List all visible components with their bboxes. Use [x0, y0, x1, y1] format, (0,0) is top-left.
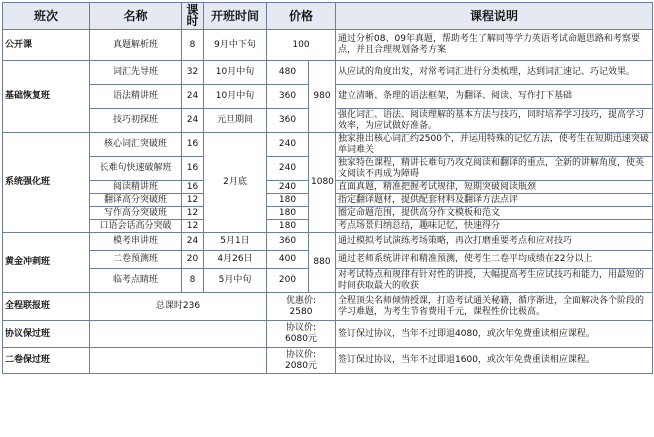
course-table [2, 2, 653, 374]
header-hours: 课时 [182, 3, 204, 30]
course-name: 翻译高分突破班 [90, 194, 182, 207]
header-category: 班次 [3, 3, 90, 30]
course-price: 400 [267, 251, 309, 269]
table-row [3, 30, 653, 61]
course-hours: 16 [182, 181, 204, 194]
course-start: 元旦期间 [204, 109, 267, 133]
course-name: 技巧初探班 [90, 109, 182, 133]
course-price: 100 [267, 30, 336, 61]
table-row [3, 133, 653, 157]
category-cell: 全程联报班 [3, 293, 90, 321]
course-name: 语法精讲班 [90, 85, 182, 109]
price-label: 协议价: [285, 323, 317, 333]
course-price: 200 [267, 269, 309, 293]
course-hours: 8 [182, 30, 204, 61]
table-row [3, 233, 653, 251]
table-row [3, 321, 653, 348]
course-hours: 32 [182, 61, 204, 85]
course-price: 180 [267, 220, 309, 233]
empty-cell [90, 348, 267, 374]
course-desc: 直面真题，精准把握考试规律，短期突破阅读瓶颈 [336, 181, 653, 194]
course-name: 模考串讲班 [90, 233, 182, 251]
course-price: 480 [267, 61, 309, 85]
group-total-price: 980 [309, 61, 336, 133]
price-value: 6080元 [285, 334, 317, 344]
course-start: 10月中旬 [204, 61, 267, 85]
course-desc: 独家推出核心词汇约2500个，并运用特殊的记忆方法，使考生在短期迅速突破单词难关 [336, 133, 653, 157]
course-price: 360 [267, 233, 309, 251]
header-start: 开班时间 [204, 3, 267, 30]
course-start: 5月中旬 [204, 269, 267, 293]
course-start: 10月中旬 [204, 85, 267, 109]
course-start: 9月中下旬 [204, 30, 267, 61]
agreement-price [267, 348, 336, 374]
course-price: 180 [267, 207, 309, 220]
course-desc: 强化词汇、语法、阅读理解的基本方法与技巧，同时培养学习技巧，提高学习效率，为应试做好准备。 [336, 109, 653, 133]
course-name: 核心词汇突破班 [90, 133, 182, 157]
course-hours: 8 [182, 269, 204, 293]
course-price: 360 [267, 85, 309, 109]
category-cell: 二卷保过班 [3, 348, 90, 374]
course-hours: 24 [182, 233, 204, 251]
course-hours: 24 [182, 85, 204, 109]
course-price: 240 [267, 157, 309, 181]
course-desc: 通过老师系统讲评和精准预测，使考生二卷平均成绩在22分以上 [336, 251, 653, 269]
price-label: 协议价: [285, 349, 317, 360]
course-hours: 24 [182, 109, 204, 133]
course-name: 长难句快速破解班 [90, 157, 182, 181]
course-name: 口语会话高分突破 [90, 220, 182, 233]
course-desc: 从应试的角度出发，对常考词汇进行分类梳理，达到词汇速记、巧记效果。 [336, 61, 653, 85]
category-cell: 系统强化班 [3, 133, 90, 233]
course-desc: 独家特色课程，精讲长难句乃攻克阅读和翻译的重点，全新的讲解角度，使英文阅读不再成为障碍 [336, 157, 653, 181]
table-row [3, 293, 653, 321]
group-start: 2月底 [204, 133, 267, 233]
empty-cell [90, 321, 267, 348]
total-hours: 总课时236 [90, 293, 267, 321]
course-desc: 签订保过协议，当年不过即退1600，或次年免费重读相应课程。 [336, 348, 653, 374]
header-price: 价格 [267, 3, 336, 30]
special-price [267, 293, 336, 321]
course-desc: 圈定命题范围，提供高分作文模板和范文 [336, 207, 653, 220]
table-row [3, 61, 653, 85]
course-name: 临考点睛班 [90, 269, 182, 293]
course-desc: 考点场景归纳总结，趣味记忆，快速得分 [336, 220, 653, 233]
header-row [3, 3, 653, 30]
course-hours: 16 [182, 133, 204, 157]
group-total-price: 1080 [309, 133, 336, 233]
course-price: 180 [267, 194, 309, 207]
price-value: 2080元 [285, 360, 317, 371]
category-cell: 协议保过班 [3, 321, 90, 348]
course-desc: 签订保过协议，当年不过即退4080，或次年免费重读相应课程。 [336, 321, 653, 348]
course-start: 4月26日 [204, 251, 267, 269]
course-hours: 20 [182, 251, 204, 269]
category-cell: 基础恢复班 [3, 61, 90, 133]
category-cell: 黄金冲刺班 [3, 233, 90, 293]
price-value: 2580 [289, 306, 313, 317]
header-desc: 课程说明 [336, 3, 653, 30]
course-desc: 对考试特点和规律有针对性的讲授，大幅提高考生应试技巧和能力，用最短的时间获取最大的收获 [336, 269, 653, 293]
course-desc: 通过分析08、09年真题，帮助考生了解同等学力英语考试命题思路和考察要点，并且合理规划备考方案 [336, 30, 653, 61]
agreement-price [267, 321, 336, 348]
course-name: 写作高分突破班 [90, 207, 182, 220]
course-price: 240 [267, 133, 309, 157]
course-desc: 建立清晰、条理的语法框架，为翻译、阅读、写作打下基础 [336, 85, 653, 109]
course-hours: 16 [182, 157, 204, 181]
course-start: 5月1日 [204, 233, 267, 251]
category-cell: 公开课 [3, 30, 90, 61]
course-name: 阅读精讲班 [90, 181, 182, 194]
price-label: 优惠价: [285, 295, 317, 306]
header-name: 名称 [90, 3, 182, 30]
course-name: 二卷预测班 [90, 251, 182, 269]
course-hours: 12 [182, 220, 204, 233]
course-hours: 12 [182, 194, 204, 207]
course-price: 240 [267, 181, 309, 194]
course-hours: 12 [182, 207, 204, 220]
group-total-price: 880 [309, 233, 336, 293]
course-desc: 全程顶尖名师倾情授课，打造考试通关秘籍，循序渐进，全面解决各个阶段的学习难题，为考生节省费用千元，课程性价比极高。 [336, 293, 653, 321]
table-row [3, 348, 653, 374]
course-name: 词汇先导班 [90, 61, 182, 85]
course-price: 360 [267, 109, 309, 133]
course-desc: 通过模拟考试演练考场策略，再次打磨重要考点和应对技巧 [336, 233, 653, 251]
course-desc: 指定翻译题材，提供配套材料及翻译方法点评 [336, 194, 653, 207]
course-name: 真题解析班 [90, 30, 182, 61]
